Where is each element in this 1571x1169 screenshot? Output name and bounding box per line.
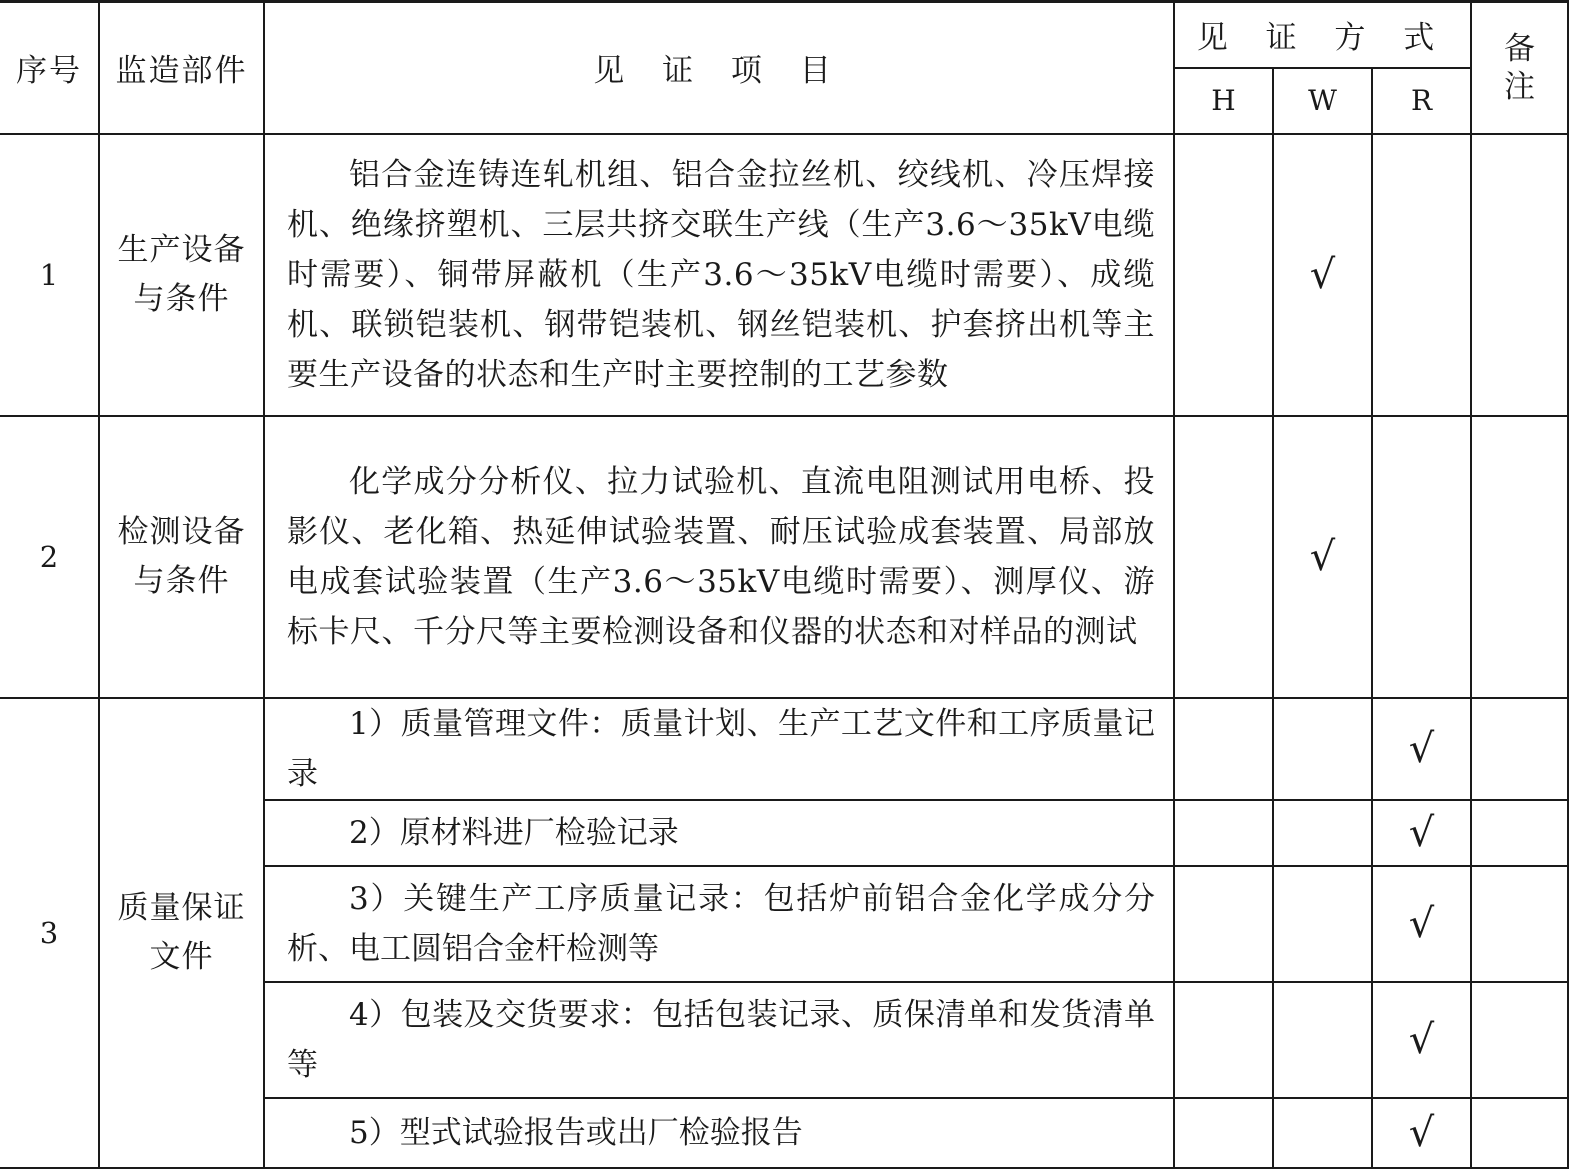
header-seq: 序号	[0, 2, 99, 134]
sub-note	[1471, 800, 1568, 866]
sub-item: 2）原材料进厂检验记录	[264, 800, 1174, 866]
row-item: 化学成分分析仪、拉力试验机、直流电阻测试用电桥、投影仪、老化箱、热延伸试验装置、耐压试验成套装置、局部放电成套试验装置（生产3.6～35kV电缆时需要）、测厚仪、游标卡尺、千分尺等主要检测设备和仪器的状态和对样品的测试	[264, 416, 1174, 698]
row-seq: 1	[0, 134, 99, 416]
header-note-line1: 备	[1504, 30, 1536, 67]
row-seq: 3	[0, 698, 99, 1168]
row-r	[1372, 134, 1471, 416]
row-note	[1471, 134, 1568, 416]
table-row	[0, 416, 1568, 698]
sub-note	[1471, 698, 1568, 800]
row-part	[99, 416, 264, 698]
sub-note	[1471, 866, 1568, 982]
table-row	[0, 698, 1568, 800]
sub-w	[1273, 866, 1372, 982]
sub-w	[1273, 800, 1372, 866]
sub-w	[1273, 982, 1372, 1098]
row-h	[1174, 416, 1273, 698]
row-item: 铝合金连铸连轧机组、铝合金拉丝机、绞线机、冷压焊接机、绝缘挤塑机、三层共挤交联生产线（生产3.6～35kV电缆时需要）、铜带屏蔽机（生产3.6～35kV电缆时需要）、成缆机、联锁铠装机、钢带铠装机、钢丝铠装机、护套挤出机等主要生产设备的状态和生产时主要控制的工艺参数	[264, 134, 1174, 416]
header-row-top	[0, 2, 1568, 68]
sub-h	[1174, 800, 1273, 866]
row-part	[99, 134, 264, 416]
row-note	[1471, 416, 1568, 698]
sub-r-check: √	[1372, 800, 1471, 866]
sub-w	[1273, 1098, 1372, 1168]
row-part-line1: 生产设备	[117, 231, 246, 268]
header-mode: 见 证 方 式	[1174, 2, 1471, 68]
row-part-line2: 与条件	[133, 280, 230, 317]
sub-note	[1471, 1098, 1568, 1168]
header-note	[1471, 2, 1568, 134]
sub-h	[1174, 866, 1273, 982]
header-note-line2: 注	[1504, 68, 1536, 105]
table-row	[0, 134, 1568, 416]
sub-w	[1273, 698, 1372, 800]
sub-item: 1）质量管理文件：质量计划、生产工艺文件和工序质量记录	[264, 698, 1174, 800]
row-w-check: √	[1273, 134, 1372, 416]
sub-h	[1174, 1098, 1273, 1168]
header-w: W	[1273, 68, 1372, 134]
sub-item: 3）关键生产工序质量记录：包括炉前铝合金化学成分分析、电工圆铝合金杆检测等	[264, 866, 1174, 982]
sub-h	[1174, 698, 1273, 800]
sub-r-check: √	[1372, 866, 1471, 982]
sub-r-check: √	[1372, 1098, 1471, 1168]
sub-note	[1471, 982, 1568, 1098]
sub-h	[1174, 982, 1273, 1098]
row-r	[1372, 416, 1471, 698]
sub-r-check: √	[1372, 698, 1471, 800]
header-h: H	[1174, 68, 1273, 134]
row-part	[99, 698, 264, 1168]
row-h	[1174, 134, 1273, 416]
sub-item: 5）型式试验报告或出厂检验报告	[264, 1098, 1174, 1168]
header-item: 见 证 项 目	[264, 2, 1174, 134]
header-r: R	[1372, 68, 1471, 134]
sub-item: 4）包装及交货要求：包括包装记录、质保清单和发货清单等	[264, 982, 1174, 1098]
row-seq: 2	[0, 416, 99, 698]
row-part-line2: 文件	[149, 938, 214, 975]
sub-r-check: √	[1372, 982, 1471, 1098]
row-w-check: √	[1273, 416, 1372, 698]
row-part-line1: 检测设备	[117, 513, 246, 550]
row-part-line2: 与条件	[133, 562, 230, 599]
row-part-line1: 质量保证	[117, 889, 246, 926]
header-part: 监造部件	[99, 2, 264, 134]
